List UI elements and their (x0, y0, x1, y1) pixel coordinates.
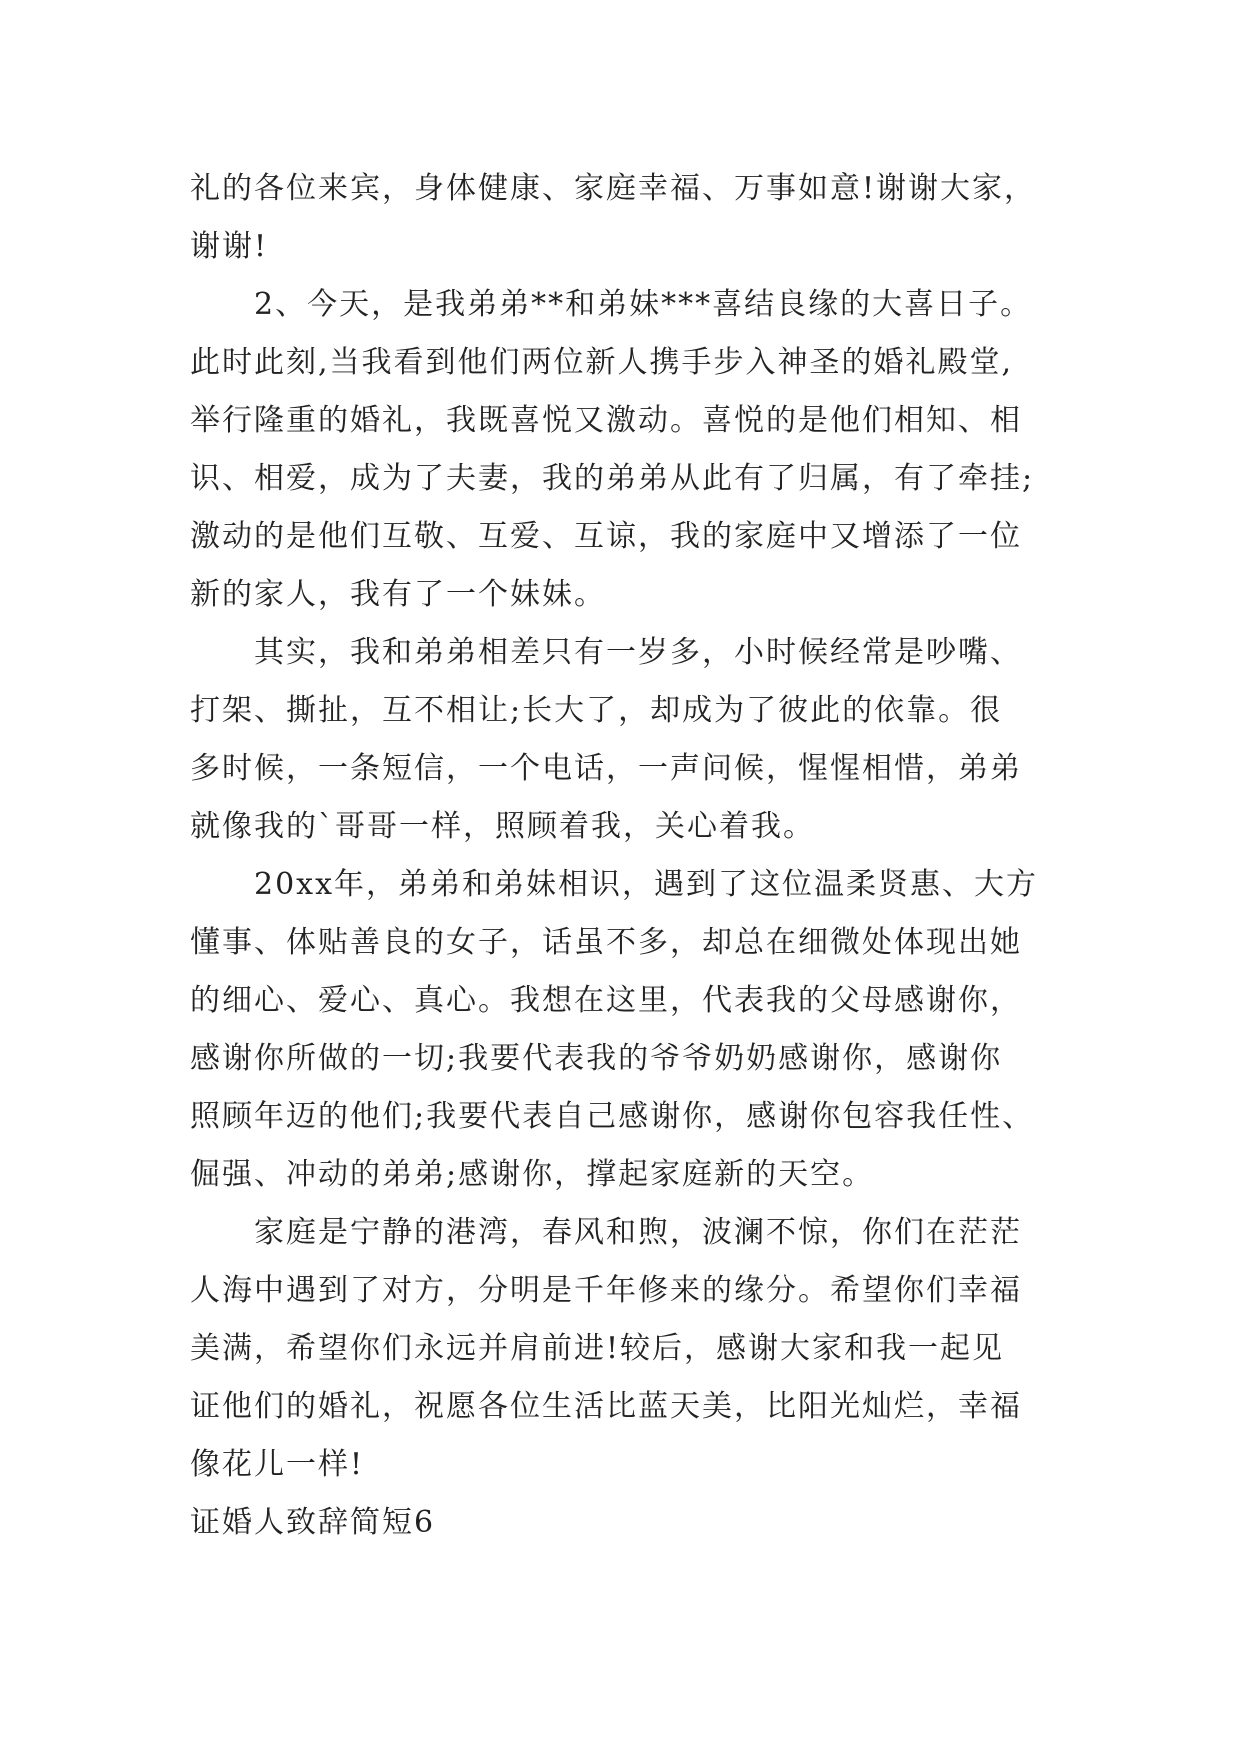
text-line: 证他们的婚礼，祝愿各位生活比蓝天美，比阳光灿烂，幸福 (190, 1389, 1022, 1424)
paragraph-speech-2-intro (190, 276, 1070, 624)
text-line: 识、相爱，成为了夫妻，我的弟弟从此有了归属，有了牵挂; (190, 461, 1035, 496)
text-line: 像花儿一样! (190, 1447, 365, 1482)
text-line: 激动的是他们互敬、互爱、互谅，我的家庭中又增添了一位 (190, 519, 1022, 554)
text-line: 新的家人，我有了一个妹妹。 (190, 577, 606, 612)
text-line: 打架、撕扯，互不相让;长大了，却成为了彼此的依靠。很 (190, 693, 1003, 728)
document-page (190, 160, 1070, 1552)
section-title: 证婚人致辞简短6 (190, 1505, 436, 1540)
text-line: 感谢你所做的一切;我要代表我的爷爷奶奶感谢你，感谢你 (190, 1041, 1003, 1076)
text-line: 人海中遇到了对方，分明是千年修来的缘分。希望你们幸福 (190, 1273, 1022, 1308)
text-line: 2、今天，是我弟弟**和弟妹***喜结良缘的大喜日子。 (254, 287, 1033, 322)
text-line: 倔强、冲动的弟弟;感谢你，撑起家庭新的天空。 (190, 1157, 875, 1192)
text-line: 此时此刻,当我看到他们两位新人携手步入神圣的婚礼殿堂, (190, 345, 1014, 380)
text-line: 美满，希望你们永远并肩前进!较后，感谢大家和我一起见 (190, 1331, 1005, 1366)
paragraph-thanks (190, 856, 1070, 1204)
text-line: 多时候，一条短信，一个电话，一声问候，惺惺相惜，弟弟 (190, 751, 1022, 786)
text-line: 20xx年，弟弟和弟妹相识，遇到了这位温柔贤惠、大方 (254, 867, 1039, 902)
text-line: 懂事、体贴善良的女子，话虽不多，却总在细微处体现出她 (190, 925, 1022, 960)
text-line: 礼的各位来宾，身体健康、家庭幸福、万事如意!谢谢大家， (190, 171, 1037, 206)
paragraph-closing-fragment (190, 160, 1070, 276)
text-line: 谢谢! (190, 229, 269, 264)
paragraph-childhood (190, 624, 1070, 856)
text-line: 家庭是宁静的港湾，春风和煦，波澜不惊，你们在茫茫 (254, 1215, 1022, 1250)
section-heading (190, 1494, 1070, 1552)
paragraph-blessing (190, 1204, 1070, 1494)
text-line: 的细心、爱心、真心。我想在这里，代表我的父母感谢你， (190, 983, 1022, 1018)
text-line: 举行隆重的婚礼，我既喜悦又激动。喜悦的是他们相知、相 (190, 403, 1022, 438)
text-line: 就像我的`哥哥一样，照顾着我，关心着我。 (190, 809, 815, 844)
text-line: 照顾年迈的他们;我要代表自己感谢你，感谢你包容我任性、 (190, 1099, 1035, 1134)
text-line: 其实，我和弟弟相差只有一岁多，小时候经常是吵嘴、 (254, 635, 1022, 670)
